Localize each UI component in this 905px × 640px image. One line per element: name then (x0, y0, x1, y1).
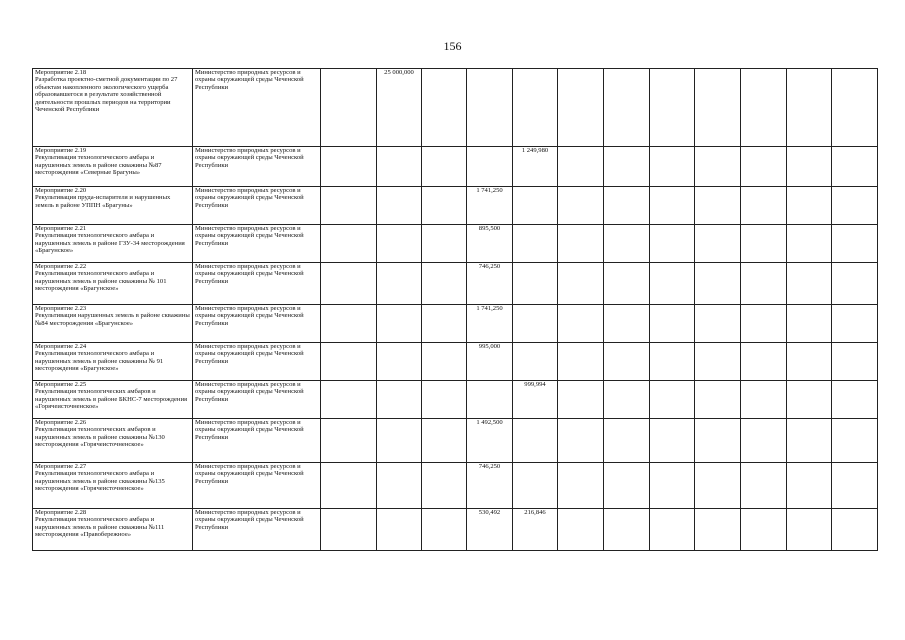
amount-cell (422, 343, 467, 381)
measure-title: Рекультивация технологических амбаров и нарушенных земель в районе скважины №130 месторождения «Горячеисточненское» (35, 426, 165, 449)
amount-cell (787, 343, 832, 381)
measure-code: Мероприятие 2.25 (35, 381, 87, 388)
amount-cell (695, 343, 741, 381)
amount-cell (513, 419, 558, 463)
amount-cell (695, 463, 741, 509)
measure-code: Мероприятие 2.18 (35, 69, 87, 76)
measure-code: Мероприятие 2.20 (35, 187, 87, 194)
amount-cell: 1 741,250 (467, 187, 513, 225)
amount-cell (422, 419, 467, 463)
amount-cell (513, 463, 558, 509)
amount-cell (321, 381, 377, 419)
amount-cell: 746,250 (467, 463, 513, 509)
executor-cell: Министерство природных ресурсов и охраны окружающей среды Чеченской Республики (193, 343, 321, 381)
measure-title: Рекультивация технологических амбаров и нарушенных земель в районе БКНС-7 месторождения «Горячеисточненское» (35, 388, 188, 411)
amount-cell (650, 381, 695, 419)
amount-cell (604, 69, 650, 147)
amount-cell (832, 305, 878, 343)
measure-title: Рекультивация технологического амбара и нарушенных земель в районе скважины №87 месторождения «Северные Брагуны» (35, 154, 162, 177)
amount-cell (321, 419, 377, 463)
amount-cell (741, 343, 787, 381)
measure-title: Рекультивация технологического амбара и нарушенных земель в районе скважины № 91 месторождения «Брагунское» (35, 350, 164, 373)
executor-cell: Министерство природных ресурсов и охраны окружающей среды Чеченской Республики (193, 305, 321, 343)
amount-cell (741, 419, 787, 463)
amount-cell: 999,994 (513, 381, 558, 419)
measure-cell (33, 147, 193, 187)
amount-cell (558, 225, 604, 263)
amount-cell (377, 225, 422, 263)
amount-cell (832, 263, 878, 305)
amount-cell (650, 343, 695, 381)
measure-title: Разработка проектно-сметной документации по 27 объектам накопленного экологического ущерба образовавшегося в результате хозяйственной деятельности прошлых периодов на территории Чеченской Республики (35, 76, 178, 114)
amount-cell: 216,846 (513, 509, 558, 551)
amount-cell (558, 509, 604, 551)
table-row (33, 463, 878, 509)
amount-cell (741, 147, 787, 187)
executor-cell: Министерство природных ресурсов и охраны окружающей среды Чеченской Республики (193, 381, 321, 419)
amount-cell (422, 225, 467, 263)
table-row (33, 305, 878, 343)
amount-cell (832, 509, 878, 551)
amount-cell (604, 187, 650, 225)
budget-table (32, 68, 878, 551)
amount-cell (558, 343, 604, 381)
table-row (33, 509, 878, 551)
amount-cell (321, 187, 377, 225)
amount-cell (741, 463, 787, 509)
measure-cell (33, 263, 193, 305)
measure-cell (33, 187, 193, 225)
amount-cell: 1 741,250 (467, 305, 513, 343)
amount-cell: 1 492,500 (467, 419, 513, 463)
amount-cell (650, 463, 695, 509)
measure-cell (33, 69, 193, 147)
measure-title: Рекультивация пруда-испарителя и нарушенных земель в районе УППН «Брагуны» (35, 194, 171, 209)
amount-cell (558, 69, 604, 147)
amount-cell (741, 187, 787, 225)
amount-cell (377, 381, 422, 419)
amount-cell (422, 509, 467, 551)
amount-cell (650, 187, 695, 225)
amount-cell (695, 381, 741, 419)
measure-code: Мероприятие 2.24 (35, 343, 87, 350)
amount-cell (321, 69, 377, 147)
amount-cell (321, 225, 377, 263)
table-row (33, 263, 878, 305)
amount-cell (321, 147, 377, 187)
amount-cell (695, 419, 741, 463)
amount-cell (558, 419, 604, 463)
amount-cell: 1 249,980 (513, 147, 558, 187)
measure-title: Рекультивация технологического амбара и нарушенных земель в районе ГЗУ-34 месторождения «Брагунское» (35, 232, 185, 255)
amount-cell (650, 419, 695, 463)
amount-cell (513, 305, 558, 343)
amount-cell (741, 263, 787, 305)
amount-cell (604, 381, 650, 419)
executor-cell: Министерство природных ресурсов и охраны окружающей среды Чеченской Республики (193, 509, 321, 551)
amount-cell (741, 381, 787, 419)
measure-code: Мероприятие 2.19 (35, 147, 87, 154)
executor-cell: Министерство природных ресурсов и охраны окружающей среды Чеченской Республики (193, 225, 321, 263)
amount-cell (787, 263, 832, 305)
table-row (33, 419, 878, 463)
measure-title: Рекультивация технологического амбара и нарушенных земель в районе скважины №111 месторождения «Правобережное» (35, 516, 165, 539)
amount-cell (513, 187, 558, 225)
amount-cell (695, 305, 741, 343)
amount-cell (604, 225, 650, 263)
measure-code: Мероприятие 2.26 (35, 419, 87, 426)
amount-cell (695, 263, 741, 305)
measure-code: Мероприятие 2.27 (35, 463, 87, 470)
amount-cell (467, 69, 513, 147)
amount-cell (741, 305, 787, 343)
amount-cell (422, 263, 467, 305)
amount-cell (650, 509, 695, 551)
amount-cell (787, 69, 832, 147)
amount-cell (377, 419, 422, 463)
amount-cell: 25 000,000 (377, 69, 422, 147)
amount-cell: 530,492 (467, 509, 513, 551)
amount-cell (604, 305, 650, 343)
amount-cell (377, 263, 422, 305)
measure-cell (33, 225, 193, 263)
amount-cell (832, 463, 878, 509)
page-number: 156 (443, 39, 462, 53)
amount-cell (787, 419, 832, 463)
amount-cell (787, 381, 832, 419)
amount-cell (467, 381, 513, 419)
amount-cell (558, 263, 604, 305)
amount-cell (377, 187, 422, 225)
amount-cell (422, 147, 467, 187)
amount-cell (513, 343, 558, 381)
amount-cell (321, 343, 377, 381)
amount-cell (321, 463, 377, 509)
measure-code: Мероприятие 2.22 (35, 263, 87, 270)
amount-cell (377, 343, 422, 381)
amount-cell (604, 263, 650, 305)
amount-cell (422, 187, 467, 225)
amount-cell (741, 69, 787, 147)
amount-cell (422, 305, 467, 343)
measure-title: Рекультивация нарушенных земель в районе скважины №84 месторождения «Брагунское» (35, 312, 190, 327)
amount-cell (832, 147, 878, 187)
amount-cell (422, 463, 467, 509)
amount-cell (604, 463, 650, 509)
amount-cell (741, 225, 787, 263)
table-row (33, 69, 878, 147)
amount-cell (695, 147, 741, 187)
amount-cell (650, 147, 695, 187)
amount-cell (832, 381, 878, 419)
amount-cell (832, 343, 878, 381)
amount-cell (377, 147, 422, 187)
amount-cell (513, 225, 558, 263)
amount-cell (377, 463, 422, 509)
amount-cell (513, 69, 558, 147)
amount-cell (787, 509, 832, 551)
amount-cell (558, 305, 604, 343)
table-row (33, 381, 878, 419)
amount-cell (377, 509, 422, 551)
measure-cell (33, 463, 193, 509)
table-row (33, 187, 878, 225)
measure-title: Рекультивация технологического амбара и нарушенных земель в районе скважины №135 месторождения «Горячеисточненское» (35, 470, 165, 493)
amount-cell (695, 69, 741, 147)
amount-cell (604, 509, 650, 551)
measure-cell (33, 419, 193, 463)
amount-cell (604, 419, 650, 463)
amount-cell (558, 463, 604, 509)
table-row (33, 225, 878, 263)
amount-cell (321, 305, 377, 343)
measure-title: Рекультивация технологического амбара и нарушенных земель в районе скважины № 101 месторождения «Брагунское» (35, 270, 167, 293)
amount-cell (695, 225, 741, 263)
executor-cell: Министерство природных ресурсов и охраны окружающей среды Чеченской Республики (193, 147, 321, 187)
amount-cell (787, 225, 832, 263)
amount-cell (787, 187, 832, 225)
amount-cell (787, 147, 832, 187)
amount-cell (787, 463, 832, 509)
amount-cell (832, 225, 878, 263)
amount-cell (321, 263, 377, 305)
executor-cell: Министерство природных ресурсов и охраны окружающей среды Чеченской Республики (193, 187, 321, 225)
amount-cell (558, 381, 604, 419)
amount-cell (650, 305, 695, 343)
amount-cell (832, 419, 878, 463)
amount-cell (513, 263, 558, 305)
amount-cell (604, 147, 650, 187)
measure-cell (33, 305, 193, 343)
amount-cell: 995,000 (467, 343, 513, 381)
measure-cell (33, 381, 193, 419)
amount-cell (650, 263, 695, 305)
executor-cell: Министерство природных ресурсов и охраны окружающей среды Чеченской Республики (193, 69, 321, 147)
amount-cell (321, 509, 377, 551)
amount-cell (787, 305, 832, 343)
executor-cell: Министерство природных ресурсов и охраны окружающей среды Чеченской Республики (193, 463, 321, 509)
amount-cell (741, 509, 787, 551)
amount-cell (832, 69, 878, 147)
measure-code: Мероприятие 2.23 (35, 305, 87, 312)
table-body (33, 69, 878, 551)
amount-cell (695, 509, 741, 551)
amount-cell (422, 69, 467, 147)
amount-cell (467, 147, 513, 187)
amount-cell (650, 69, 695, 147)
table-row (33, 343, 878, 381)
amount-cell (558, 187, 604, 225)
amount-cell (377, 305, 422, 343)
executor-cell: Министерство природных ресурсов и охраны окружающей среды Чеченской Республики (193, 419, 321, 463)
amount-cell (422, 381, 467, 419)
amount-cell (695, 187, 741, 225)
measure-code: Мероприятие 2.28 (35, 509, 87, 516)
amount-cell: 746,250 (467, 263, 513, 305)
amount-cell: 895,500 (467, 225, 513, 263)
table-row (33, 147, 878, 187)
amount-cell (650, 225, 695, 263)
measure-cell (33, 509, 193, 551)
measure-cell (33, 343, 193, 381)
executor-cell: Министерство природных ресурсов и охраны окружающей среды Чеченской Республики (193, 263, 321, 305)
amount-cell (832, 187, 878, 225)
amount-cell (604, 343, 650, 381)
amount-cell (558, 147, 604, 187)
measure-code: Мероприятие 2.21 (35, 225, 87, 232)
